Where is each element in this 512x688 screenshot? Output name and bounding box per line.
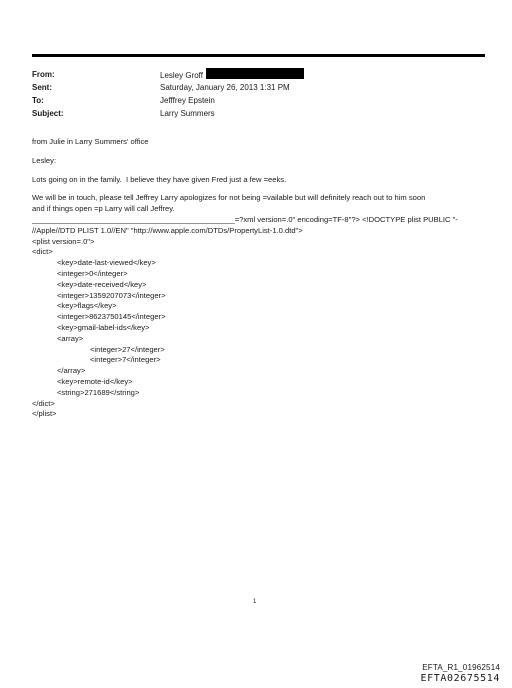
body-line: <integer>7</integer> (90, 355, 161, 365)
body-line: ________________________________________________=?xml version=.0" encoding=TF-8"?> <!DOCTYPE plist PUBLIC "- (32, 214, 458, 224)
subject-value: Larry Summers (160, 109, 215, 118)
body-line: We will be in touch, please tell Jeffrey Larry apologizes for not being =vailable but will definitely reach out to him soon (32, 193, 426, 203)
page-number: 1 (253, 599, 257, 605)
email-header (32, 68, 304, 120)
subject-row (32, 107, 304, 120)
to-value: Jefffrey Epstein (160, 96, 215, 105)
body-line: <key>flags</key> (57, 301, 117, 311)
body-line: <key>date-last-viewed</key> (57, 258, 156, 268)
from-row (32, 68, 304, 81)
body-line: //Apple//DTD PLIST 1.0//EN" "http://www.apple.com/DTDs/PropertyList-1.0.dtd"> (32, 225, 303, 235)
body-line: <integer>27</integer> (90, 344, 165, 354)
efta-stamp-large: EFTA02675514 (420, 673, 500, 684)
body-line: <array> (57, 333, 84, 343)
to-row (32, 94, 304, 107)
redaction-box (206, 68, 304, 79)
body-line: </dict> (32, 398, 55, 408)
body-line: <key>remote-id</key> (57, 376, 133, 386)
header-rule (32, 54, 485, 57)
efta-stamp-small: EFTA_R1_01962514 (422, 663, 500, 672)
sent-value: Saturday, January 26, 2013 1:31 PM (160, 83, 290, 92)
sent-label: Sent: (32, 83, 52, 92)
from-label: From: (32, 70, 55, 79)
body-line: <integer>8623750145</integer> (57, 312, 166, 322)
body-line: <dict> (32, 247, 53, 257)
body-line: <integer>1359207073</integer> (57, 290, 166, 300)
body-line: </array> (57, 366, 86, 376)
from-value (160, 68, 304, 81)
body-line: Lesley: (32, 155, 57, 165)
body-line: <string>271689</string> (57, 387, 140, 397)
body-line: </plist> (32, 409, 57, 419)
sent-row (32, 81, 304, 94)
body-line: <plist version=.0"> (32, 236, 95, 246)
from-name: Lesley Groff (160, 71, 203, 80)
body-line: Lots going on in the family. I believe they have given Fred just a few =eeks. (32, 174, 287, 184)
email-body (32, 137, 492, 420)
body-line: <integer>0</integer> (57, 268, 128, 278)
body-line: <key>date-received</key> (57, 279, 147, 289)
to-label: To: (32, 96, 44, 105)
body-line: <key>gmail-label-ids</key> (57, 322, 150, 332)
subject-label: Subject: (32, 109, 64, 118)
body-line: and if things open =p Larry will call Jeffrey. (32, 204, 175, 214)
body-line: from Julie in Larry Summers' office (32, 137, 149, 146)
